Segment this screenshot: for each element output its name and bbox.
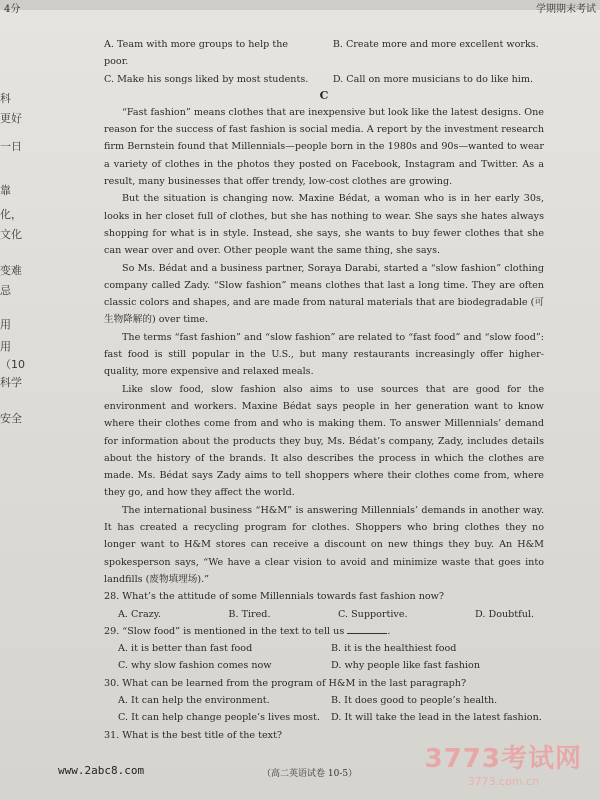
option: B. Tired. [228, 608, 271, 620]
prev-option-b: B. Create more and more excellent works. [332, 39, 539, 50]
margin-text: 变难 [0, 264, 22, 277]
footer-site: www.2abc8.com [58, 764, 145, 777]
option: D. It will take the lead in the latest fashion. [331, 712, 542, 724]
margin-text: （10 [0, 358, 25, 371]
watermark [425, 738, 582, 788]
question-stem-line: 29. “Slow food” is mentioned in the text to tell us . [104, 625, 391, 637]
margin-text: 化， [0, 208, 22, 221]
margin-text: 用 [0, 340, 11, 353]
passage-content [104, 36, 544, 744]
option: B. It does good to people’s health. [331, 694, 498, 706]
paragraph: “Fast fashion” means clothes that are inexpensive but look like the latest designs. One reason for the success of fast fashion is social media. A report by the investment research firm Bernstein found that Millennials—people born in the 1980s and 90s—wanted to wear a variety of clothes in the photos they posted on Facebook, Instagram and Twitter. As a result, many businesses that offer trendy, low-cost clothes are growing. [104, 106, 544, 188]
margin-text: 安全 [0, 412, 22, 425]
option: B. it is the healthiest food [331, 643, 457, 655]
section-heading: C [319, 88, 329, 102]
margin-text: 科学 [0, 376, 22, 389]
header-left: 4分 [4, 4, 21, 15]
prev-option-d: D. Call on more musicians to do like him. [332, 73, 533, 85]
prev-options-row-1 [104, 36, 544, 71]
question-options [104, 692, 544, 709]
margin-text: 更好 [0, 112, 22, 125]
question-options [104, 657, 544, 674]
watermark-url: 3773.com.cn [467, 775, 540, 788]
option: D. Doubtful. [475, 608, 534, 620]
margin-text: 用 [0, 318, 11, 331]
question-stem: 29. “Slow food” is mentioned in the text to tell us [104, 625, 345, 637]
paragraph: So Ms. Bédat and a business partner, Soraya Darabi, started a “slow fashion” clothing company called Zady. “Slow fashion” means clothes that last a long time. They are often classic colors and shapes, and are made from natural materials that are biodegradable (可生物降解的) over time. [104, 262, 544, 326]
option: D. why people like fast fashion [331, 660, 481, 672]
option: A. Crazy. [118, 608, 161, 620]
margin-text: 忌 [0, 284, 11, 297]
option: C. It can help change people’s lives most. [118, 712, 320, 724]
paragraph: Like slow food, slow fashion also aims to use sources that are good for the environment and workers. Maxine Bédat says people in her generation want to know where their clothes come from and who is making them. To answer Millennials’ demand for information about the products they buy, Ms. Bédat’s company, Zady, includes details about the history of the brands. It also describes the process in which the clothes are made. Ms. Bédat says Zady aims to tell shoppers where their clothes come from, where they go, and how they affect the world. [104, 383, 544, 499]
page-number: （高二英语试卷 10-5） [262, 769, 358, 779]
header-right: 学期期末考试 [536, 4, 596, 15]
prev-option-a: A. Team with more groups to help the poor. [104, 39, 289, 68]
question-options [104, 709, 544, 726]
question-stem: 30. What can be learned from the program of H&M in the last paragraph? [104, 677, 467, 689]
question-options [104, 640, 544, 657]
prev-option-c: C. Make his songs liked by most students. [104, 73, 309, 85]
watermark-logo: 3773考试网 [424, 744, 582, 774]
option: C. Supportive. [337, 608, 408, 620]
question-stem: 31. What is the best title of the text? [104, 729, 283, 741]
margin-text: 一日 [0, 140, 22, 153]
question-stem: 28. What’s the attitude of some Millennials towards fast fashion now? [104, 591, 445, 603]
option: C. why slow fashion comes now [118, 660, 272, 672]
margin-text: 靠 [0, 184, 11, 197]
option: A. it is better than fast food [118, 643, 253, 655]
margin-text: 科 [0, 92, 11, 105]
prev-options-row-2 [104, 71, 544, 88]
paragraph: The international business “H&M” is answering Millennials’ demands in another way. It has created a recycling program for clothes. Shoppers who bring clothes they no longer want to H&M stores can receive a discount on new things they buy. An H&M spokesperson says, “We have a clear vision to avoid and minimize waste that goes into landfills (废物填埋场).” [104, 504, 544, 585]
top-strip [0, 0, 600, 10]
paragraph: The terms “fast fashion” and “slow fashion” are related to “fast food” and “slow food”: fast food is still popular in the U.S., but many restaurants increasingly offer higher-quality, more expensive and relaxed meals. [104, 331, 544, 378]
paragraph: But the situation is changing now. Maxine Bédat, a woman who is in her early 30s, looks in her closet full of clothes, but she has nothing to wear. She says she hates always shopping for what is in style. Instead, she says, she wants to buy fewer clothes that she can wear over and over. Other people want the same thing, she says. [104, 193, 544, 257]
margin-text: 文化 [0, 228, 22, 241]
question-options [104, 606, 544, 623]
option: A. It can help the environment. [118, 694, 270, 706]
answer-blank [347, 633, 387, 634]
